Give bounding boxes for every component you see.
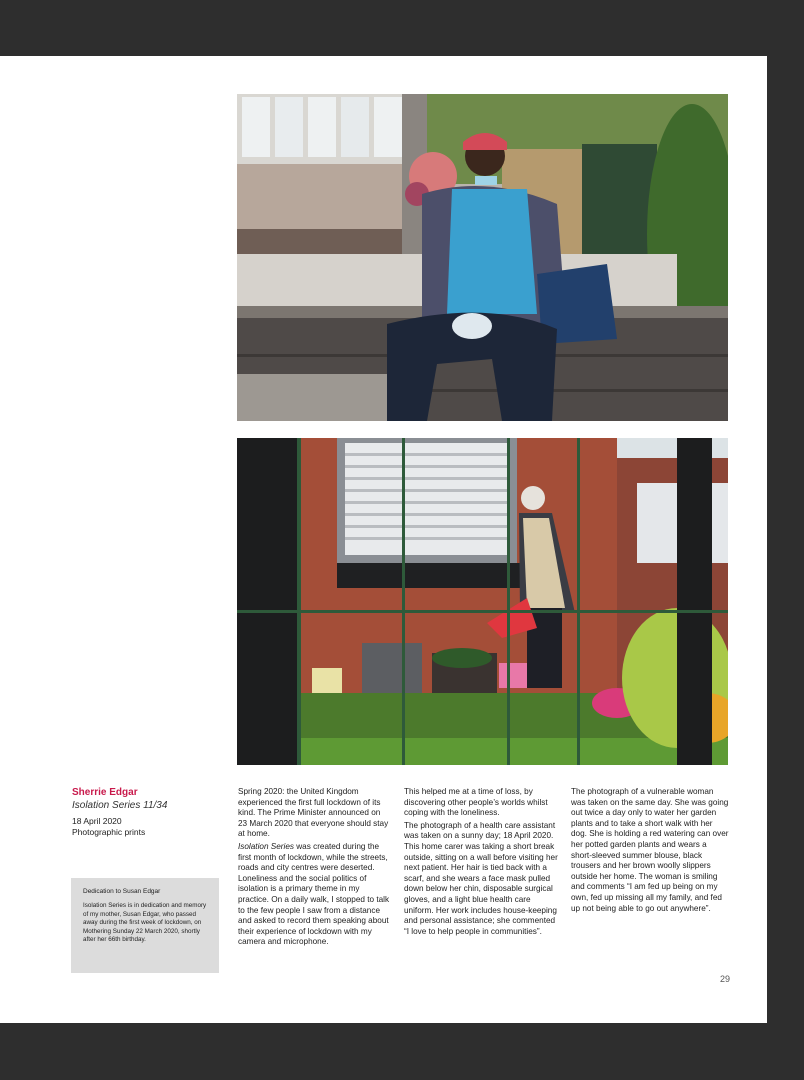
text-column-2	[404, 787, 559, 939]
artist-credit	[72, 787, 222, 838]
text-column-1	[238, 787, 391, 950]
magazine-page	[0, 56, 767, 1023]
dedication-title: Dedication to Susan Edgar	[83, 888, 161, 895]
paragraph: The photograph of a health care assistant was taken on a sunny day; 18 April 2020. This home carer was taking a short break outside, sitting on a wall before visiting her next patient. Her hair is tied back with a scarf, and she wears a face mask pulled down below her chin, disposable surgical gloves, and a light blue health care uniform. Her work includes house-keeping and personal assistance; she commented “I love to help people in communities”.	[404, 820, 558, 936]
dedication-body: Isolation Series is in dedication and memory of my mother, Susan Edgar, who passed away during the first week of lockdown, on Mothering Sunday 22 March 2020, shortly after her 66th birthday.	[83, 902, 207, 943]
page-number: 29	[719, 974, 730, 984]
paragraph: The photograph of a vulnerable woman was taken on the same day. She was going out twice a day only to water her garden plants and to take a short walk with her dog. She is holding a red watering can over her potted garden plants and wears a short-sleeved summer blouse, black trousers and her brown woolly slippers outside her home. The woman is smiling and comments “I am fed up being on my own, fed up missing all my family, and fed up not being able to go out anywhere”.	[571, 787, 729, 913]
paragraph: Spring 2020: the United Kingdom experienced the first full lockdown of its kind. The Prime Minister announced on 23 March 2020 that everyone should stay at home.	[238, 787, 389, 839]
text-column-3	[571, 787, 729, 916]
artwork-medium: Photographic prints	[72, 827, 146, 837]
paragraph-text: was created during the first month of lockdown, while the streets, roads and city centres were deserted. Loneliness and the social politics of isolation is a primary theme in my practice. On a daily walk, I stopped to talk to the few people I saw from a distance and asked to record them speaking about their experience of lockdown with my camera and microphone.	[238, 841, 390, 947]
paragraph: This helped me at a time of loss, by discovering other people’s worlds whilst coping with the loneliness.	[404, 787, 548, 818]
artwork-date: 18 April 2020	[72, 816, 122, 826]
series-title-italic: Isolation Series	[238, 841, 294, 851]
dedication-box	[71, 878, 219, 973]
artwork-series: Isolation Series 11/34	[72, 800, 168, 811]
photo-health-care-assistant	[237, 94, 728, 421]
photo-health-care-assistant-image	[237, 94, 728, 421]
paragraph	[238, 842, 391, 948]
photo-vulnerable-woman-image	[237, 438, 728, 765]
artist-name: Sherrie Edgar	[72, 787, 138, 798]
photo-vulnerable-woman	[237, 438, 728, 765]
